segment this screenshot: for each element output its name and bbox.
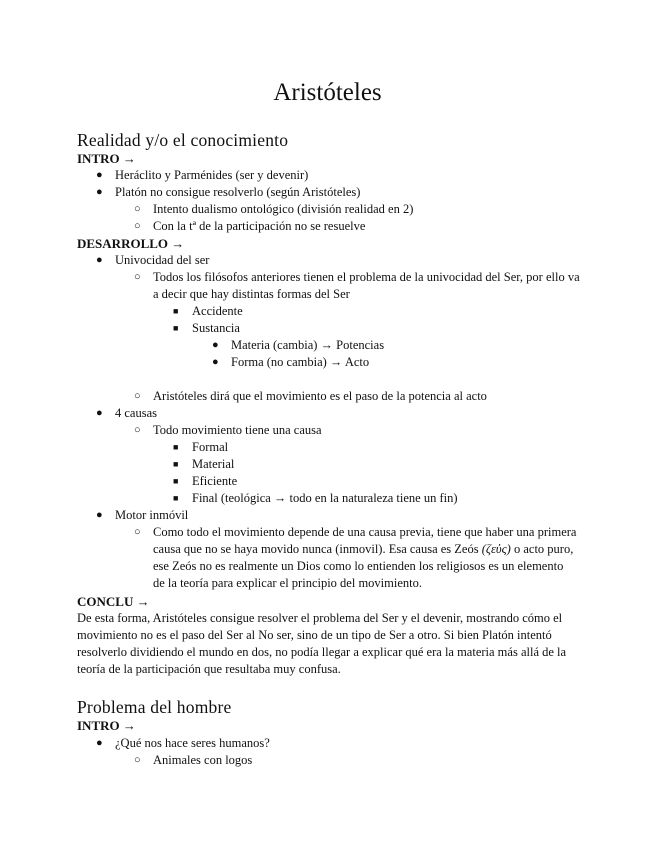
list-item: Con la tª de la participación no se resuelve (153, 219, 366, 233)
circle-bullet-marker: ○ (134, 271, 141, 283)
page-title: Aristóteles (273, 79, 382, 106)
list-item: Todo movimiento tiene una causa (153, 423, 322, 437)
bullet-marker: ● (96, 509, 103, 521)
list-item: Animales con logos (153, 753, 253, 767)
conclu-label: CONCLU → (77, 594, 150, 609)
square-bullet-marker: ■ (173, 442, 179, 452)
list-item-univocidad: Univocidad del ser (115, 253, 210, 267)
list-item-univocidad-text: Todos los filósofos anteriores tienen el problema de la univocidad del Ser, por ello va a decir que hay distintas formas del Ser (153, 270, 580, 301)
bullet-marker: ● (212, 356, 219, 368)
circle-bullet-marker: ○ (134, 203, 141, 215)
bullet-marker: ● (96, 186, 103, 198)
desarrollo-label: DESARROLLO → (77, 236, 185, 251)
square-bullet-marker: ■ (173, 459, 179, 469)
list-item: Formal (192, 440, 229, 454)
circle-bullet-marker: ○ (134, 526, 141, 538)
conclu-paragraph: De esta forma, Aristóteles consigue resolver el problema del Ser y el devenir, mostrando cómo el movimiento no es el paso del Ser al No ser, sino de un tipo de Ser a otro. Si bien Platón intentó resolverlo dividiendo el mundo en dos, no podía llegar a explicar qué era la materia más allá de la teoría de la participación que resultaba muy confusa. (77, 611, 567, 676)
list-item: Final (teológica → todo en la naturaleza tiene un fin) (192, 491, 458, 505)
bullet-marker: ● (96, 737, 103, 749)
list-item-motor-text (153, 524, 578, 592)
circle-bullet-marker: ○ (134, 424, 141, 436)
circle-bullet-marker: ○ (134, 754, 141, 766)
list-item: Accidente (192, 304, 243, 318)
motor-text-a: Como todo el movimiento depende de una causa previa, tiene que haber una primera causa que no se haya movido nunca (inmovil). Esa causa es Zeós (153, 525, 577, 556)
list-item: Intento dualismo ontológico (división realidad en 2) (153, 202, 414, 216)
list-item: Heráclito y Parménides (ser y devenir) (115, 168, 309, 182)
intro-label: INTRO → (77, 151, 136, 166)
square-bullet-marker: ■ (173, 493, 179, 503)
bullet-marker: ● (96, 169, 103, 181)
square-bullet-marker: ■ (173, 476, 179, 486)
list-item: Eficiente (192, 474, 238, 488)
list-item: ¿Qué nos hace seres humanos? (115, 736, 270, 750)
bullet-marker: ● (96, 407, 103, 419)
circle-bullet-marker: ○ (134, 220, 141, 232)
bullet-marker: ● (96, 254, 103, 266)
list-item-causas: 4 causas (115, 406, 157, 420)
list-item: Forma (no cambia) → Acto (231, 355, 370, 369)
square-bullet-marker: ■ (173, 323, 179, 333)
bullet-marker: ● (212, 339, 219, 351)
square-bullet-marker: ■ (173, 306, 179, 316)
circle-bullet-marker: ○ (134, 390, 141, 402)
section-heading-realidad: Realidad y/o el conocimiento (77, 130, 289, 150)
list-item: Materia (cambia) → Potencias (231, 338, 385, 352)
list-item: Material (192, 457, 235, 471)
list-item: Platón no consigue resolverlo (según Aristóteles) (115, 185, 361, 199)
motor-text-b: o acto puro, ese Zeós no es realmente un Dios como lo entienden los religiosos es un elemento de la teoría para explicar el principio del movimiento. (153, 542, 574, 590)
greek-word: (ζεὐς) (481, 542, 511, 556)
list-item: Sustancia (192, 321, 240, 335)
list-item-motor: Motor inmóvil (115, 508, 189, 522)
section-heading-hombre: Problema del hombre (77, 697, 232, 717)
intro-label: INTRO → (77, 718, 136, 733)
list-item: Aristóteles dirá que el movimiento es el paso de la potencia al acto (153, 389, 487, 403)
